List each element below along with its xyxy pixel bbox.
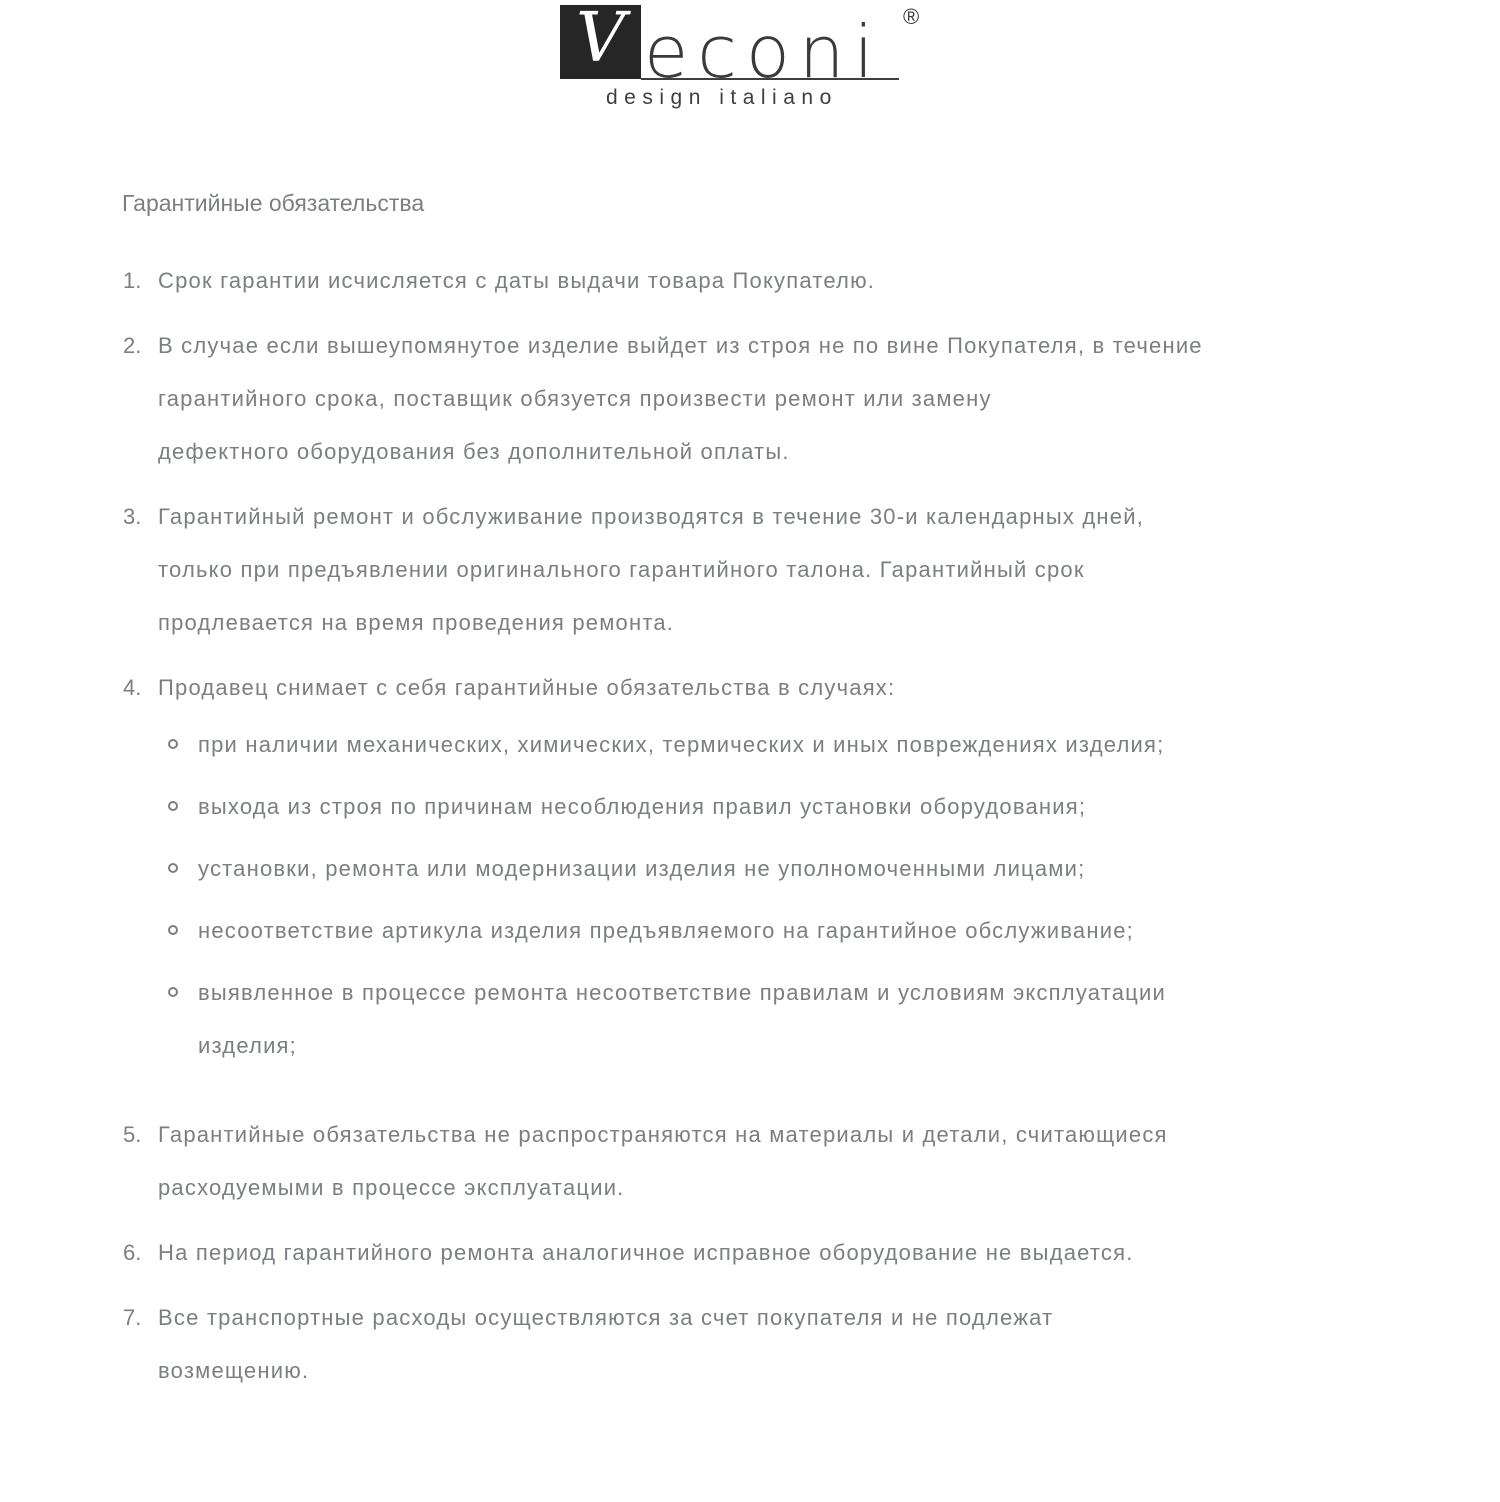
item-text-line: только при предъявлении оригинального гарантийного талона. Гарантийный срок <box>158 557 1085 582</box>
list-item-5 <box>108 1108 1500 1214</box>
bullet-text-line: установки, ремонта или модернизации изделия не уполномоченными лицами; <box>198 856 1086 881</box>
item-text-line: Гарантийный ремонт и обслуживание производятся в течение 30-и календарных дней, <box>158 504 1145 529</box>
list-item-1 <box>108 254 1500 307</box>
item-number: 5. <box>123 1122 142 1147</box>
list-item-6 <box>108 1226 1500 1279</box>
bullet-text-line: несоответствие артикула изделия предъявляемого на гарантийное обслуживание; <box>198 918 1134 943</box>
circle-bullet-icon <box>168 987 178 997</box>
item-text-line: продлевается на время проведения ремонта. <box>158 610 675 635</box>
item-number: 1. <box>123 268 142 293</box>
registered-trademark-icon: ® <box>903 4 920 29</box>
item-text-line: Срок гарантии исчисляется с даты выдачи товара Покупателю. <box>158 268 876 293</box>
item-text-line: гарантийного срока, поставщик обязуется произвести ремонт или замену <box>158 386 992 411</box>
bullet-item-2 <box>158 780 1500 833</box>
circle-bullet-icon <box>168 863 178 873</box>
bullet-text-line: выхода из строя по причинам несоблюдения правил установки оборудования; <box>198 794 1087 819</box>
item-number: 3. <box>123 504 142 529</box>
list-item-4 <box>108 661 1500 1072</box>
item-text-line: расходуемыми в процессе эксплуатации. <box>158 1175 625 1200</box>
bullet-text-line: изделия; <box>198 1033 297 1058</box>
item-text-line: На период гарантийного ремонта аналогичное исправное оборудование не выдается. <box>158 1240 1134 1265</box>
bullet-item-3 <box>158 842 1500 895</box>
logo-tagline: design italiano <box>606 86 838 109</box>
bullet-item-4 <box>158 904 1500 957</box>
item-number: 7. <box>123 1305 142 1330</box>
bullet-text-line: выявленное в процессе ремонта несоответствие правилам и условиям эксплуатации <box>198 980 1166 1005</box>
item-number: 2. <box>123 333 142 358</box>
circle-bullet-icon <box>168 801 178 811</box>
circle-bullet-icon <box>168 739 178 749</box>
logo-underline <box>641 78 899 80</box>
item-text-line: возмещению. <box>158 1358 310 1383</box>
logo-v-letter: V <box>575 0 626 78</box>
item-text-line: Гарантийные обязательства не распространяются на материалы и детали, считающиеся <box>158 1122 1168 1147</box>
item-number: 6. <box>123 1240 142 1265</box>
bullet-item-5 <box>158 966 1500 1072</box>
item-text-line: В случае если вышеупомянутое изделие выйдет из строя не по вине Покупателя, в течение <box>158 333 1203 358</box>
bullet-list <box>158 718 1500 1072</box>
circle-bullet-icon <box>168 925 178 935</box>
bullet-text-line: при наличии механических, химических, термических и иных повреждениях изделия; <box>198 732 1165 757</box>
item-number: 4. <box>123 675 142 700</box>
item-text-line: Продавец снимает с себя гарантийные обязательства в случаях: <box>158 675 896 700</box>
bullet-item-1 <box>158 718 1500 771</box>
logo-v-box <box>560 0 641 79</box>
list-item-2 <box>108 319 1500 478</box>
veconi-logo <box>560 2 940 114</box>
page-title: Гарантийные обязательства <box>122 190 425 216</box>
list-item-7 <box>108 1291 1500 1397</box>
item-text-line: дефектного оборудования без дополнительной оплаты. <box>158 439 790 464</box>
warranty-terms-list <box>108 254 1500 1397</box>
item-text-line: Все транспортные расходы осуществляются за счет покупателя и не подлежат <box>158 1305 1054 1330</box>
list-item-3 <box>108 490 1500 649</box>
logo-wordmark: econi <box>644 10 883 94</box>
